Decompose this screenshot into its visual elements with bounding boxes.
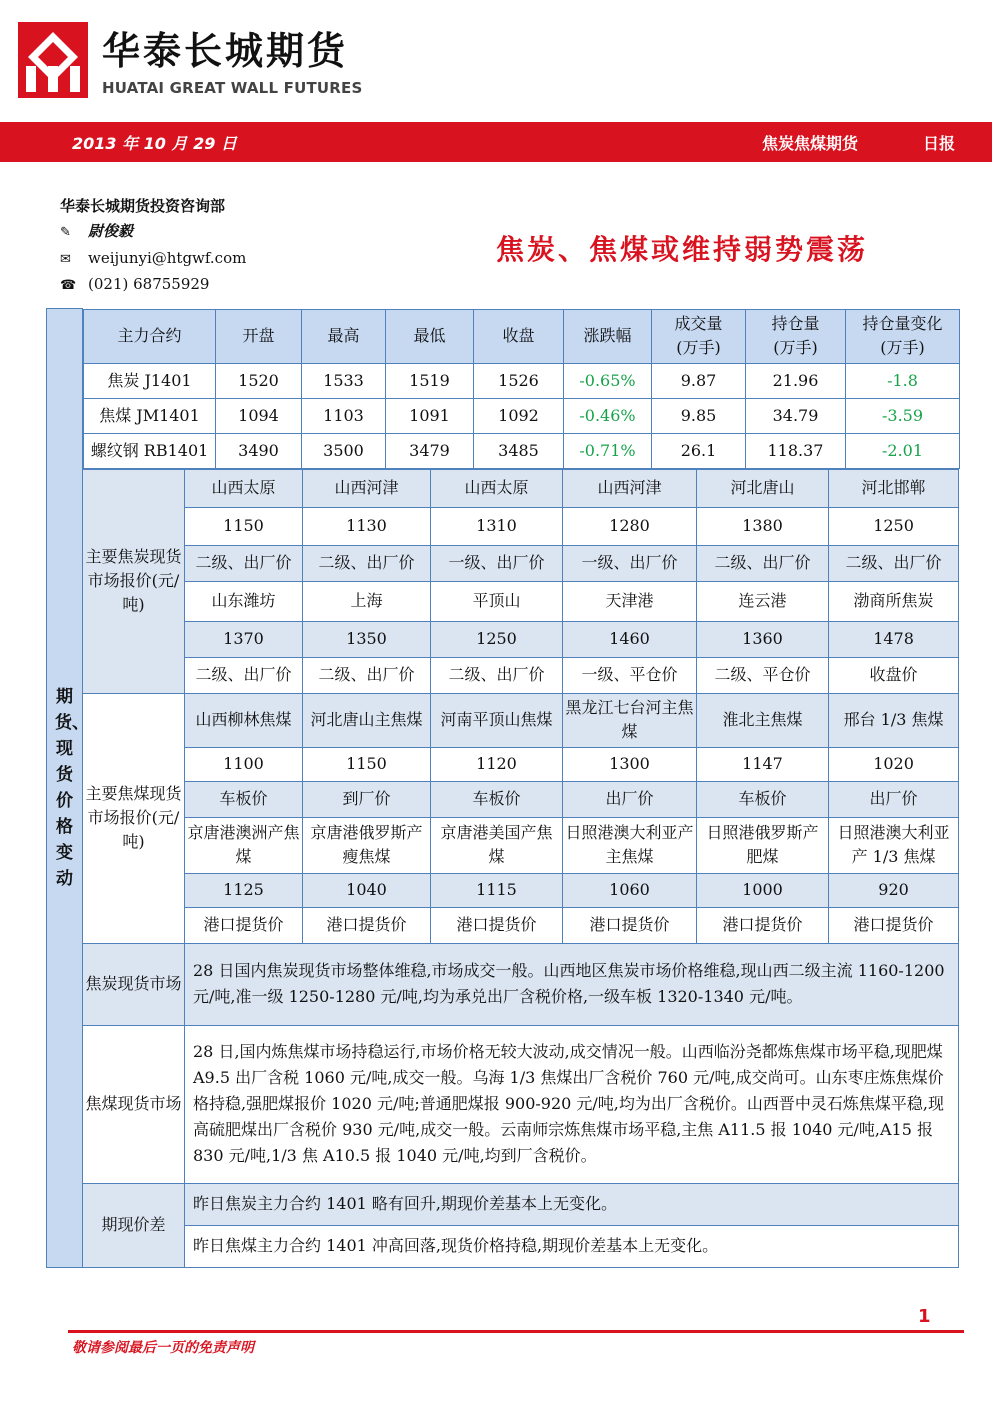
- change-pct: -0.65%: [564, 363, 652, 398]
- market-name: 淮北主焦煤: [697, 693, 829, 747]
- coke-spot-row: [47, 469, 959, 507]
- basis-row: [47, 1183, 959, 1225]
- price-type: 一级、出厂价: [563, 545, 697, 581]
- futures-header: 主力合约: [84, 309, 216, 363]
- market-name: 上海: [303, 581, 431, 621]
- price-table: [46, 308, 958, 1274]
- price-type: 二级、出厂价: [829, 545, 959, 581]
- market-name: 日照港俄罗斯产肥煤: [697, 817, 829, 873]
- spot-price: 1060: [563, 873, 697, 907]
- market-name: 连云港: [697, 581, 829, 621]
- market-name: 山西太原: [431, 469, 563, 507]
- market-name: 京唐港俄罗斯产瘦焦煤: [303, 817, 431, 873]
- close-price: 1092: [474, 398, 564, 433]
- price-type: 二级、出厂价: [303, 657, 431, 693]
- coal-market-row: [47, 1025, 959, 1183]
- analyst-row: [60, 220, 133, 242]
- spot-price: 1125: [185, 873, 303, 907]
- mail-icon: ✉: [60, 252, 71, 267]
- spot-price: 920: [829, 873, 959, 907]
- price-type: 港口提货价: [431, 907, 563, 943]
- basis-text-coal: 昨日焦煤主力合约 1401 冲高回落,现货价格持稳,期现价差基本上无变化。: [185, 1225, 959, 1267]
- market-name: 山西河津: [563, 469, 697, 507]
- market-name: 日照港澳大利亚产 1/3 焦煤: [829, 817, 959, 873]
- price-type: 港口提货价: [829, 907, 959, 943]
- spot-price: 1150: [185, 507, 303, 545]
- spot-price: 1250: [431, 621, 563, 657]
- open-price: 3490: [216, 433, 302, 468]
- market-name: 京唐港美国产焦煤: [431, 817, 563, 873]
- market-name: 山西太原: [185, 469, 303, 507]
- futures-row: [84, 433, 960, 468]
- price-type: 港口提货价: [563, 907, 697, 943]
- low-price: 1519: [386, 363, 474, 398]
- market-name: 黑龙江七台河主焦煤: [563, 693, 697, 747]
- department: 华泰长城期货投资咨询部: [60, 197, 226, 215]
- basis-text-coke: 昨日焦炭主力合约 1401 略有回升,期现价差基本上无变化。: [185, 1183, 959, 1225]
- coal-market-text: 28 日,国内炼焦煤市场持稳运行,市场价格无较大波动,成交情况一般。山西临汾尧都炼焦煤市场平稳,现肥煤 A9.5 出厂含税 1060 元/吨,成交一般。乌海 1/3 焦煤出厂含税价 760 元/吨,成交尚可。山东枣庄炼焦煤价格持稳,强肥煤报价 1020 元/吨;普通肥煤报 900-920 元/吨,均为出厂含税价。山西晋中灵石炼焦煤平稳,现高硫肥煤出厂含税价 930 元/吨,成交一般。云南师宗炼焦煤市场平稳,主焦 A11.5 报 1040 元/吨,A15 报 830 元/吨,1/3 焦 A10.5 报 1040 元/吨,均到厂含税价。: [185, 1025, 959, 1183]
- spot-price: 1150: [303, 747, 431, 781]
- futures-header: 收盘: [474, 309, 564, 363]
- contract-name: 焦炭 J1401: [84, 363, 216, 398]
- phone-icon: ☎: [60, 278, 77, 293]
- page-number: 1: [918, 1306, 931, 1327]
- market-name: 日照港澳大利亚产主焦煤: [563, 817, 697, 873]
- spot-price: 1350: [303, 621, 431, 657]
- high-price: 1533: [302, 363, 386, 398]
- futures-header: 最高: [302, 309, 386, 363]
- market-name: 京唐港澳洲产焦煤: [185, 817, 303, 873]
- high-price: 1103: [302, 398, 386, 433]
- coke-market-label: 焦炭现货市场: [83, 943, 185, 1025]
- report-type: 日报: [923, 134, 956, 153]
- spot-price: 1310: [431, 507, 563, 545]
- market-name: 河北唐山: [697, 469, 829, 507]
- footer-divider: [68, 1330, 964, 1333]
- market-name: 河北邯郸: [829, 469, 959, 507]
- price-type: 出厂价: [563, 781, 697, 817]
- futures-header: 开盘: [216, 309, 302, 363]
- futures-row: [84, 398, 960, 433]
- spot-price: 1300: [563, 747, 697, 781]
- email-link[interactable]: weijunyi@htgwf.com: [88, 249, 247, 267]
- low-price: 1091: [386, 398, 474, 433]
- price-type: 车板价: [431, 781, 563, 817]
- open-interest: 34.79: [746, 398, 846, 433]
- email-row: [60, 247, 246, 269]
- price-type: 二级、出厂价: [697, 545, 829, 581]
- phone-number: (021) 68755929: [88, 275, 210, 293]
- spot-price: 1380: [697, 507, 829, 545]
- price-type: 一级、出厂价: [431, 545, 563, 581]
- price-type: 二级、出厂价: [185, 657, 303, 693]
- brand-name-cn: 华泰长城期货: [102, 29, 349, 73]
- oi-change: -3.59: [846, 398, 960, 433]
- phone-row: [60, 273, 209, 295]
- futures-row: [84, 363, 960, 398]
- coke-market-text: 28 日国内焦炭现货市场整体维稳,市场成交一般。山西地区焦炭市场价格维稳,现山西二级主流 1160-1200 元/吨,准一级 1250-1280 元/吨,均为承兑出厂含税价格,一级车板 1320-1340 元/吨。: [185, 943, 959, 1025]
- price-type: 出厂价: [829, 781, 959, 817]
- volume: 26.1: [652, 433, 746, 468]
- futures-table: [83, 309, 960, 469]
- price-type: 收盘价: [829, 657, 959, 693]
- spot-price: 1370: [185, 621, 303, 657]
- market-name: 邢台 1/3 焦煤: [829, 693, 959, 747]
- close-price: 1526: [474, 363, 564, 398]
- analyst-name: 尉俊毅: [88, 222, 134, 240]
- futures-header: 持仓量变化 (万手): [846, 309, 960, 363]
- futures-header: 持仓量 (万手): [746, 309, 846, 363]
- spot-price: 1120: [431, 747, 563, 781]
- oi-change: -1.8: [846, 363, 960, 398]
- coal-spot-label: 主要焦煤现货市场报价(元/吨): [83, 693, 185, 943]
- market-name: 渤商所焦炭: [829, 581, 959, 621]
- spot-price: 1360: [697, 621, 829, 657]
- futures-header: 涨跌幅: [564, 309, 652, 363]
- section-label: 期货、现货价格变动: [47, 309, 83, 1268]
- open-interest: 118.37: [746, 433, 846, 468]
- futures-header: 最低: [386, 309, 474, 363]
- report-date: 2013 年 10 月 29 日: [72, 134, 237, 153]
- market-name: 山西河津: [303, 469, 431, 507]
- spot-price: 1280: [563, 507, 697, 545]
- spot-price: 1115: [431, 873, 563, 907]
- coke-market-row: [47, 943, 959, 1025]
- market-name: 河南平顶山焦煤: [431, 693, 563, 747]
- price-type: 车板价: [185, 781, 303, 817]
- disclaimer-note: 敬请参阅最后一页的免责声明: [72, 1340, 254, 1356]
- futures-header-row: [84, 309, 960, 363]
- contract-name: 焦煤 JM1401: [84, 398, 216, 433]
- spot-price: 1460: [563, 621, 697, 657]
- spot-price: 1147: [697, 747, 829, 781]
- open-interest: 21.96: [746, 363, 846, 398]
- futures-header: 成交量 (万手): [652, 309, 746, 363]
- basis-label: 期现价差: [83, 1183, 185, 1267]
- open-price: 1094: [216, 398, 302, 433]
- oi-change: -2.01: [846, 433, 960, 468]
- market-name: 天津港: [563, 581, 697, 621]
- price-type: 到厂价: [303, 781, 431, 817]
- market-name: 平顶山: [431, 581, 563, 621]
- price-type: 一级、平仓价: [563, 657, 697, 693]
- coal-spot-row: [47, 693, 959, 747]
- close-price: 3485: [474, 433, 564, 468]
- open-price: 1520: [216, 363, 302, 398]
- spot-price: 1250: [829, 507, 959, 545]
- change-pct: -0.71%: [564, 433, 652, 468]
- price-type: 二级、平仓价: [697, 657, 829, 693]
- market-name: 河北唐山主焦煤: [303, 693, 431, 747]
- volume: 9.85: [652, 398, 746, 433]
- brand-name-en: HUATAI GREAT WALL FUTURES: [102, 79, 363, 97]
- contract-name: 螺纹钢 RB1401: [84, 433, 216, 468]
- spot-price: 1040: [303, 873, 431, 907]
- low-price: 3479: [386, 433, 474, 468]
- coke-spot-label: 主要焦炭现货市场报价(元/吨): [83, 469, 185, 693]
- pen-icon: ✎: [60, 225, 71, 240]
- price-type: 二级、出厂价: [303, 545, 431, 581]
- spot-price: 1478: [829, 621, 959, 657]
- spot-price: 1130: [303, 507, 431, 545]
- market-name: 山东潍坊: [185, 581, 303, 621]
- price-type: 二级、出厂价: [431, 657, 563, 693]
- spot-price: 1020: [829, 747, 959, 781]
- price-type: 港口提货价: [303, 907, 431, 943]
- spot-price: 1000: [697, 873, 829, 907]
- change-pct: -0.46%: [564, 398, 652, 433]
- market-name: 山西柳林焦煤: [185, 693, 303, 747]
- huatai-logo-icon: [18, 22, 88, 98]
- price-type: 二级、出厂价: [185, 545, 303, 581]
- coal-market-label: 焦煤现货市场: [83, 1025, 185, 1183]
- price-type: 港口提货价: [185, 907, 303, 943]
- high-price: 3500: [302, 433, 386, 468]
- headline: 焦炭、焦煤或维持弱势震荡: [496, 233, 869, 266]
- spot-price: 1100: [185, 747, 303, 781]
- price-type: 车板价: [697, 781, 829, 817]
- volume: 9.87: [652, 363, 746, 398]
- price-type: 港口提货价: [697, 907, 829, 943]
- report-category: 焦炭焦煤期货: [762, 134, 859, 153]
